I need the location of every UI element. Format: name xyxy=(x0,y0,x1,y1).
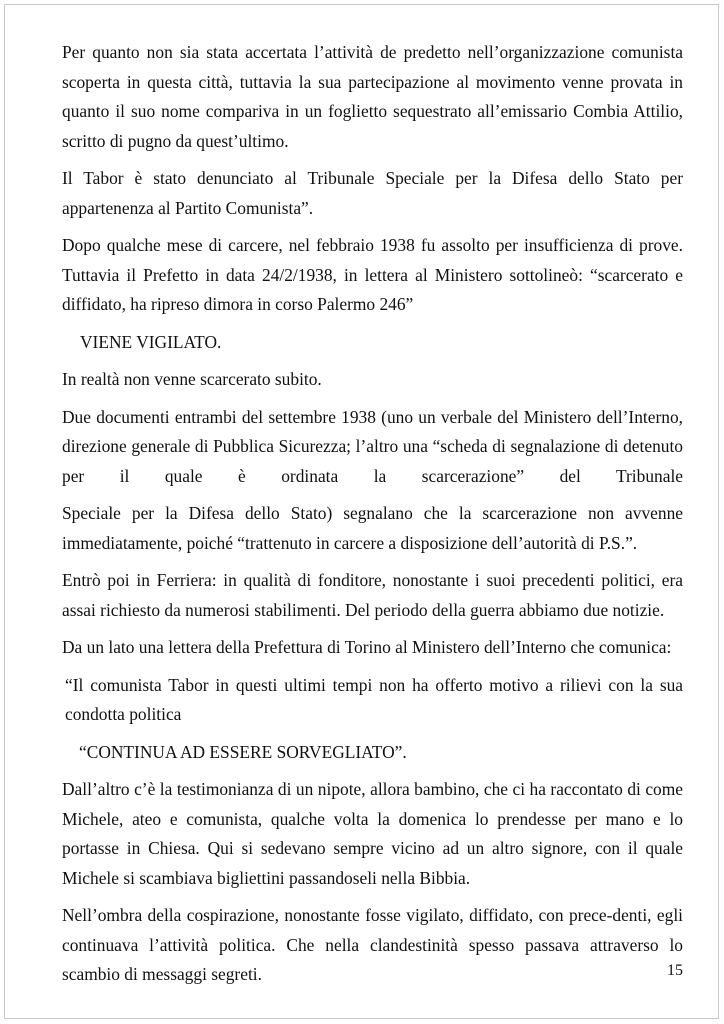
paragraph-11: “CONTINUA AD ESSERE SORVEGLIATO”. xyxy=(79,741,407,762)
paragraph-12: Dall’altro c’è la testimonianza di un nipote, allora bambino, che ci ha raccontato di come Michele, ateo e comunista, qualche volta la domenica lo prendesse per mano e lo portasse in Chiesa. Qui si sedevano sempre vicino ad un altro signore, con il quale Michele si scambiava bigliettini passandoseli nella Bibbia. xyxy=(62,779,683,888)
paragraph-2: Il Tabor è stato denunciato al Tribunale Speciale per la Difesa dello Stato per appartenenza al Partito Comunista”. xyxy=(62,168,683,218)
paragraph-9: Da un lato una lettera della Prefettura di Torino al Ministero dell’Interno che comunica: xyxy=(62,637,672,657)
paragraph-10: “Il comunista Tabor in questi ultimi tempi non ha offerto motivo a rilievi con la sua condotta politica xyxy=(65,674,683,724)
paragraph-5: In realtà non venne scarcerato subito. xyxy=(62,369,322,389)
paragraph-8: Entrò poi in Ferriera: in qualità di fonditore, nonostante i suoi precedenti politici, era assai richiesto da numerosi stabilimenti. Del periodo della guerra abbiamo due notizie. xyxy=(62,570,683,620)
document-body xyxy=(62,38,683,998)
paragraph-1: Per quanto non sia stata accertata l’attività de predetto nell’organizzazione comunista scoperta in questa città, tuttavia la sua partecipazione al movimento venne provata in quanto il suo nome compariva in un foglietto sequestrato all’emissario Combia Attilio, scritto di pugno da quest’ultimo. xyxy=(62,42,683,151)
paragraph-4: VIENE VIGILATO. xyxy=(80,331,222,352)
paragraph-7: Speciale per la Difesa dello Stato) segnalano che la scarcerazione non avvenne immediatamente, poiché “trattenuto in carcere a disposizione dell’autorità di P.S.”. xyxy=(62,503,683,553)
page-number: 15 xyxy=(667,962,683,979)
paragraph-3: Dopo qualche mese di carcere, nel febbraio 1938 fu assolto per insufficienza di prove. Tuttavia il Prefetto in data 24/2/1938, in lettera al Ministero sottolineò: “scarcerato e diffidato, ha ripreso dimora in corso Palermo 246” xyxy=(62,235,683,314)
paragraph-6: Due documenti entrambi del settembre 1938 (uno un verbale del Ministero dell’Interno, direzione generale di Pubblica Sicurezza; l’altro una “scheda di segnalazione di detenuto per il quale è ordinata la scarcerazione” del Tribunale xyxy=(62,406,683,486)
paragraph-13: Nell’ombra della cospirazione, nonostante fosse vigilato, diffidato, con prece-denti, egli continuava l’attività politica. Che nella clandestinità spesso passava attraverso lo scambio di messaggi segreti. xyxy=(62,905,683,984)
